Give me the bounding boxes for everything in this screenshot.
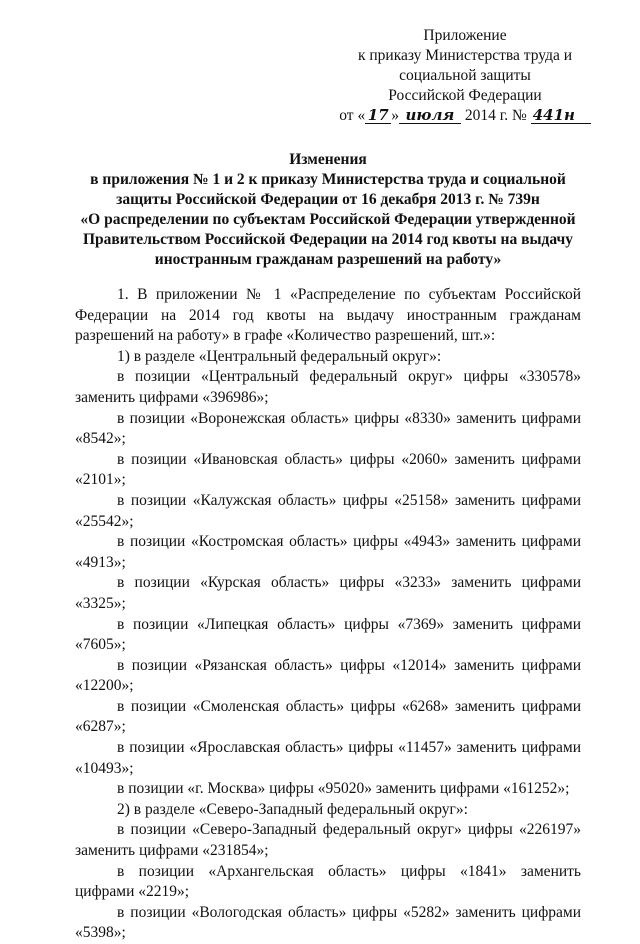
- appendix-line: к приказу Министерства труда и: [357, 47, 573, 64]
- title-line: Правительством Российской Федерации на 2014 год квоты на выдачу: [82, 231, 574, 248]
- appendix-line: социальной защиты: [399, 67, 531, 84]
- appendix-line: Российской Федерации: [388, 87, 542, 104]
- body-paragraph: в позиции «Калужская область» цифры «25158» заменить цифрами «25542»;: [75, 491, 581, 530]
- title-line: защиты Российской Федерации от 16 декабря 2013 г. № 739н: [116, 191, 540, 208]
- body-paragraph: в позиции «Вологодская область» цифры «5282» заменить цифрами «5398»;: [75, 903, 581, 942]
- title-line: в приложения № 1 и 2 к приказу Министерства труда и социальной: [90, 171, 566, 188]
- body-paragraph: в позиции «Костромская область» цифры «4943» заменить цифрами «4913»;: [75, 533, 581, 571]
- body-paragraph: в позиции «Воронежская область» цифры «8330» заменить цифрами «8542»;: [75, 409, 581, 448]
- handwritten-day: 17: [365, 107, 391, 124]
- document-body: [75, 285, 581, 944]
- body-paragraph: в позиции «Северо-Западный федеральный округ» цифры «226197» заменить цифрами «231854»;: [75, 821, 581, 860]
- body-paragraph: в позиции «Смоленская область» цифры «6268» заменить цифрами «6287»;: [75, 697, 581, 736]
- handwritten-doc-number: 441н: [531, 107, 591, 124]
- title-line: Изменения: [289, 151, 367, 168]
- date-year: 2014 г. №: [460, 107, 531, 124]
- appendix-header: [330, 26, 600, 126]
- body-paragraph: в позиции «Архангельская область» цифры «1841» заменить цифрами «2219»;: [75, 862, 581, 901]
- body-paragraph: в позиции «Ярославская область» цифры «11457» заменить цифрами «10493»;: [75, 739, 581, 777]
- body-paragraph: в позиции «Курская область» цифры «3233» заменить цифрами «3325»;: [75, 574, 581, 612]
- body-paragraph: 1. В приложении № 1 «Распределение по субъектам Российской Федерации на 2014 год квоты на выдачу иностранным гражданам разрешений на работу» в графе «Количество разрешений, шт.»:: [75, 286, 581, 345]
- body-paragraph: в позиции «Ивановская область» цифры «2060» заменить цифрами «2101»;: [75, 450, 581, 489]
- body-paragraph: в позиции «Липецкая область» цифры «7369» заменить цифрами «7605»;: [75, 615, 581, 654]
- handwritten-month: июля: [399, 107, 461, 124]
- body-paragraph: в позиции «Рязанская область» цифры «12014» заменить цифрами «12200»;: [75, 656, 581, 695]
- appendix-line: Приложение: [423, 27, 507, 44]
- date-mid: »: [391, 107, 399, 124]
- body-paragraph: 1) в разделе «Центральный федеральный округ»:: [117, 347, 442, 365]
- document-title: [68, 150, 588, 270]
- date-prefix: от «: [339, 107, 366, 124]
- title-line: иностранным гражданам разрешений на работу»: [154, 251, 502, 268]
- body-paragraph: 2) в разделе «Северо-Западный федеральный округ»:: [117, 800, 468, 818]
- body-paragraph: в позиции «г. Москва» цифры «95020» заменить цифрами «161252»;: [117, 780, 570, 798]
- order-date-line: [330, 106, 600, 126]
- body-paragraph: в позиции «Центральный федеральный округ» цифры «330578» заменить цифрами «396986»;: [75, 368, 581, 406]
- title-line: «О распределении по субъектам Российской Федерации утвержденной: [80, 211, 576, 228]
